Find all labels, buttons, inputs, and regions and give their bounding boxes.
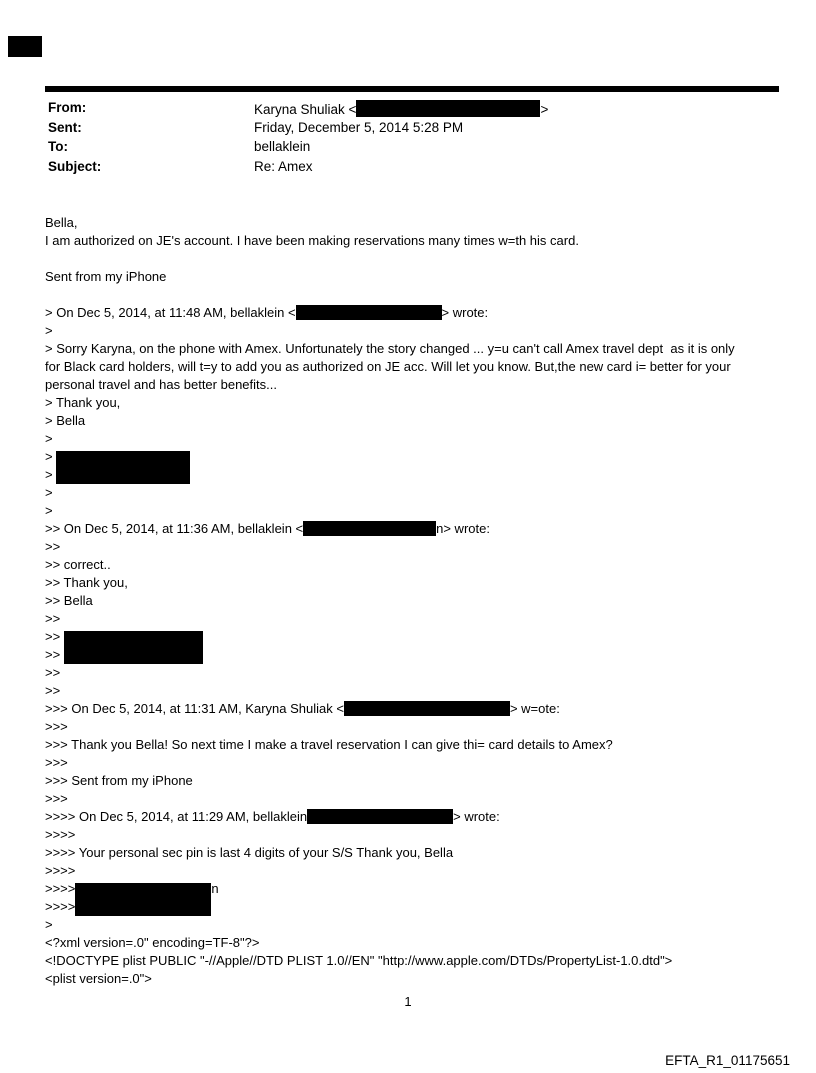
- redaction-box: [75, 883, 211, 916]
- bates-number: EFTA_R1_01175651: [665, 1053, 790, 1068]
- email-header-value: [254, 120, 463, 140]
- redaction-box: [64, 631, 203, 664]
- redaction-box: [56, 451, 190, 484]
- text-run: >>> Thank you Bella! So next time I make a travel reservation I can give thi= card details to Amex?: [45, 737, 613, 752]
- text-run: Friday, December 5, 2014 5:28 PM: [254, 119, 464, 135]
- text-run: >>>>: [45, 899, 76, 914]
- redaction-box: [296, 305, 442, 320]
- text-run: Re: Amex: [254, 158, 313, 174]
- email-body-line: [45, 916, 805, 934]
- email-body: [45, 214, 805, 988]
- email-body-line: [45, 322, 805, 340]
- text-run: >> correct..: [45, 557, 111, 572]
- text-run: >>>: [45, 791, 68, 806]
- email-header-label: To:: [48, 139, 68, 155]
- email-body-line: [45, 340, 805, 358]
- page-number: 1: [404, 994, 412, 1009]
- email-body-line: [45, 970, 805, 988]
- text-run: > On Dec 5, 2014, at 11:48 AM, bellaklein <: [45, 305, 296, 320]
- redaction-box: [303, 521, 436, 536]
- text-run: >> On Dec 5, 2014, at 11:36 AM, bellaklein <: [45, 521, 304, 536]
- text-run: for Black card holders, will t=y to add you as authorized on JE acc. Will let you know. But,the new card i= better for your: [45, 359, 731, 374]
- email-body-line: [45, 358, 805, 376]
- redaction-box: [307, 809, 453, 824]
- text-run: I am authorized on JE's account. I have been making reservations many times w=th his card.: [45, 233, 579, 248]
- email-body-line: [45, 250, 805, 268]
- email-header-row: [48, 159, 548, 179]
- text-run: >: [45, 503, 53, 518]
- email-body-line: [45, 304, 805, 322]
- text-run: >>>>: [45, 827, 76, 842]
- email-body-line: [45, 790, 805, 808]
- text-run: >>: [45, 539, 61, 554]
- email-body-line: [45, 610, 805, 628]
- text-run: > w=ote:: [509, 701, 560, 716]
- text-run: >>: [45, 629, 64, 644]
- email-header-value: [254, 139, 310, 159]
- email-body-line: [45, 862, 805, 880]
- email-body-line: [45, 718, 805, 736]
- text-run: >: [45, 431, 53, 446]
- text-run: >>: [45, 665, 61, 680]
- text-run: >>>>: [45, 863, 76, 878]
- email-header-row: [48, 120, 548, 140]
- text-run: bellaklein: [254, 139, 311, 155]
- email-header-row: [48, 100, 548, 120]
- email-body-line: [45, 502, 805, 520]
- text-run: >>: [45, 611, 61, 626]
- text-run: <!DOCTYPE plist PUBLIC "-//Apple//DTD PLIST 1.0//EN" "http://www.apple.com/DTDs/PropertyList-1.0.dtd">: [45, 953, 673, 968]
- email-header-row: [48, 139, 548, 159]
- text-run: personal travel and has better benefits...: [45, 377, 277, 392]
- email-body-line: [45, 448, 805, 466]
- email-body-line: [45, 286, 805, 304]
- email-body-line: [45, 484, 805, 502]
- email-body-line: [45, 844, 805, 862]
- email-body-line: [45, 826, 805, 844]
- text-run: >: [540, 102, 549, 117]
- email-body-line: [45, 412, 805, 430]
- email-body-line: [45, 628, 805, 646]
- email-body-line: [45, 268, 805, 286]
- text-run: >> Thank you,: [45, 575, 128, 590]
- text-run: >>>: [45, 719, 68, 734]
- email-header-label: Subject:: [48, 158, 102, 174]
- email-body-line: [45, 934, 805, 952]
- email-body-line: [45, 952, 805, 970]
- header-divider: [45, 86, 779, 92]
- text-run: <plist version=.0">: [45, 971, 152, 986]
- email-header-value: [254, 100, 548, 120]
- email-body-line: [45, 700, 805, 718]
- redaction-box: [344, 701, 510, 716]
- email-body-line: [45, 556, 805, 574]
- text-run: > Sorry Karyna, on the phone with Amex. Unfortunately the story changed ... y=u can't call Amex travel dept as it is only: [45, 341, 735, 356]
- email-body-line: [45, 376, 805, 394]
- redaction-box: [356, 100, 540, 117]
- text-run: >>>>: [45, 881, 76, 896]
- email-header: [48, 100, 548, 178]
- text-run: >>: [45, 647, 61, 662]
- text-run: Sent from my iPhone: [45, 269, 167, 284]
- text-run: >: [45, 485, 53, 500]
- email-body-line: [45, 520, 805, 538]
- email-body-line: [45, 538, 805, 556]
- email-header-value: [254, 159, 313, 179]
- text-run: Karyna Shuliak <: [254, 102, 357, 117]
- text-run: >: [45, 323, 53, 338]
- email-body-line: [45, 880, 805, 898]
- email-body-line: [45, 754, 805, 772]
- text-run: <?xml version=.0" encoding=TF-8"?>: [45, 935, 260, 950]
- text-run: > Thank you,: [45, 395, 121, 410]
- text-run: n> wrote:: [436, 521, 490, 536]
- email-body-line: [45, 574, 805, 592]
- text-run: >>> Sent from my iPhone: [45, 773, 193, 788]
- email-header-label: From:: [48, 100, 87, 115]
- email-body-line: [45, 664, 805, 682]
- text-run: >>>> Your personal sec pin is last 4 digits of your S/S Thank you, Bella: [45, 845, 454, 860]
- text-run: >>> On Dec 5, 2014, at 11:31 AM, Karyna Shuliak <: [45, 701, 344, 716]
- text-run: >: [45, 449, 57, 464]
- email-body-line: [45, 808, 805, 826]
- text-run: >>: [45, 683, 61, 698]
- email-body-line: [45, 682, 805, 700]
- email-body-line: [45, 232, 805, 250]
- text-run: > wrote:: [441, 305, 489, 320]
- email-header-label: Sent:: [48, 119, 82, 135]
- email-body-line: [45, 736, 805, 754]
- text-run: >>>: [45, 755, 68, 770]
- text-run: >> Bella: [45, 593, 93, 608]
- redaction-stamp: [8, 36, 42, 57]
- text-run: n: [211, 881, 219, 896]
- text-run: >: [45, 917, 53, 932]
- email-body-line: [45, 772, 805, 790]
- text-run: >>>> On Dec 5, 2014, at 11:29 AM, bellaklein: [45, 809, 308, 824]
- text-run: > Bella: [45, 413, 86, 428]
- text-run: Bella,: [45, 215, 78, 230]
- email-body-line: [45, 592, 805, 610]
- email-body-line: [45, 394, 805, 412]
- text-run: >: [45, 467, 53, 482]
- text-run: > wrote:: [453, 809, 500, 824]
- email-body-line: [45, 214, 805, 232]
- email-body-line: [45, 430, 805, 448]
